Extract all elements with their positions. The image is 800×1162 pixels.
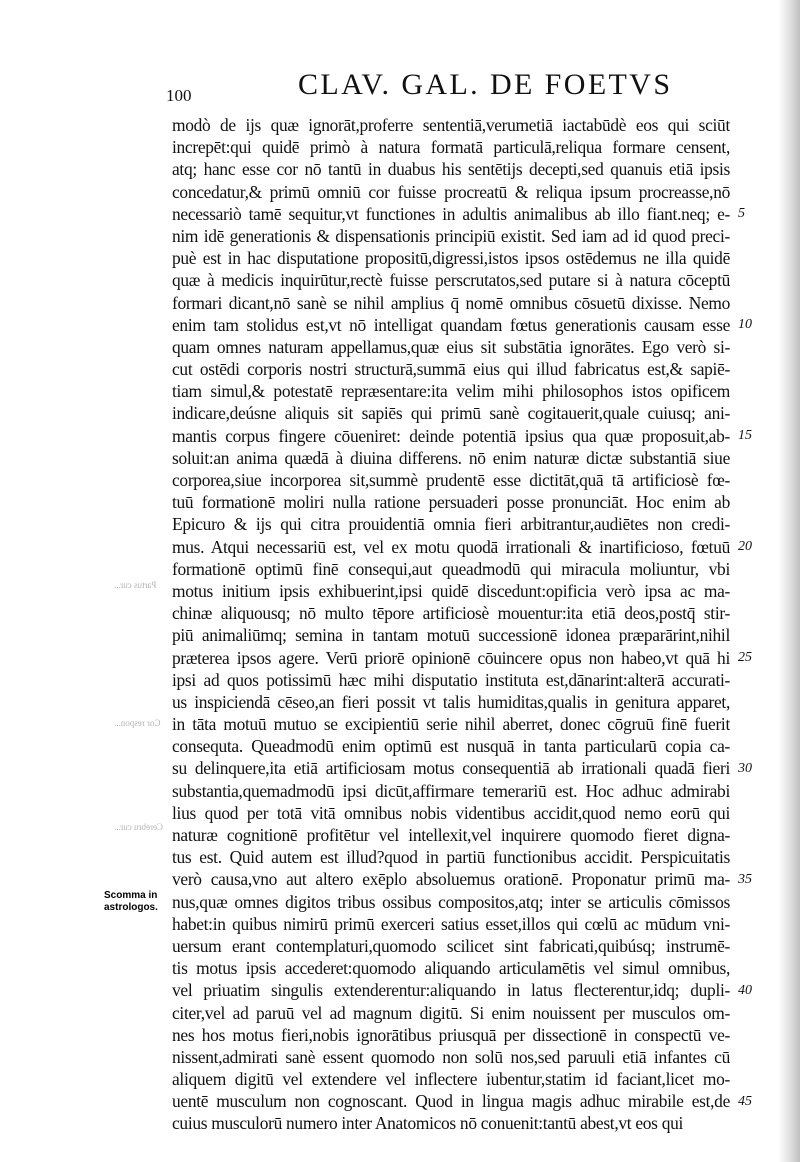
line-number: 45 [738, 1093, 752, 1109]
text-line: tis motus ipsis accederet:quomodo aliquando articulamētis vel simul omnibus, [172, 958, 730, 979]
text-line: ipsi ad quos potissimū hæc mihi disputatio instituta est,dānarint:alterā accurati- [172, 669, 730, 690]
text-line: increpēt:qui quidē primò à natura formatā particulā,reliqua formare censent, [172, 137, 730, 158]
text-line: consequta. Queadmodū enim optimū est nusquā in tanta particularū copia ca- [172, 736, 730, 757]
text-line: lius quod per totā vitā omnibus nobis videntibus accidit,quod nemo eorū qui [172, 802, 730, 823]
text-line: cuius musculorū numero inter Anatomicos nō conuenit:tantū abest,vt eos qui [172, 1113, 684, 1134]
bleed-through-note: Cor respon... [114, 718, 161, 728]
text-line: us inspiciendā cēseo,an fieri possit vt talis humiditas,qualis in genitura apparet, [172, 691, 730, 712]
text-line: tiam simul,& potestatē repræsentare:ita velim mihi philosophos istos opificem [172, 381, 730, 402]
line-number: 40 [738, 982, 752, 998]
text-line: chinæ aliquousq; nō multo tēpore artificiosè mouentur:ita etiā deos,postq̄ stir- [172, 603, 730, 624]
text-line: piū animaliūmq; semina in tantam motuū successionē idonea præparārint,nihil [172, 625, 730, 646]
margin-note: Scomma in astrologos. [104, 890, 158, 913]
bleed-through-note: Partus cur... [114, 580, 157, 590]
text-line: corporea,siue incorporea sit,summè prudentē esse dictitāt,quā tā artificiosè fœ- [172, 470, 730, 490]
text-line: substantia,quemadmodū ipsi dicūt,affirmare temerariū est. Hoc adhuc admirabi [172, 780, 730, 801]
line-number: 25 [738, 649, 752, 665]
line-number: 30 [738, 760, 752, 776]
line-number: 15 [738, 427, 752, 443]
text-line: cut ostēdi corporis nostri structurā,summā eius qui illud fabricatus est,& sapiē- [172, 359, 730, 380]
text-line: formari dicant,nō sanè se nihil amplius q̄ nomē omnibus cōsuetū dixisse. Nemo [172, 292, 730, 313]
text-line: formationē optimū finē consequi,aut queadmodū qui miracula moliuntur, vbi [172, 558, 730, 579]
text-line: quam omnes naturam appellamus,quæ eius sit substātia ignorātes. Ego verò si- [172, 336, 730, 357]
text-line: nim idē generationis & dispensationis principiū existit. Sed iam ad id quod preci- [172, 225, 730, 246]
text-line: citer,vel ad paruū vel ad magnum digitū. Si enim nouissent per musculos om- [172, 1002, 730, 1023]
line-number: 35 [738, 871, 752, 887]
page-number: 100 [166, 86, 192, 105]
running-head: CLAV. GAL. DE FOETVS [298, 68, 673, 101]
text-line: atq; hanc esse cor nō tantū in duabus his sentētijs decepti,sed quanuis etiā ipsis [172, 159, 730, 180]
text-line: Epicuro & ijs qui citra prouidentiā omnia fieri arbitrantur,audiētes non credi- [172, 514, 730, 535]
bleed-through-note: Cerebru cur... [114, 822, 163, 832]
text-line: nus,quæ omnes digitos tribus ossibus compositos,atq; inter se articulis cōmissos [172, 891, 730, 912]
text-line: indicare,deúsne aliquis sit sapiēs qui primū sanè cogitauerit,quale cuiusq; ani- [172, 403, 730, 424]
text-line: præterea ipsos agere. Verū priorē opinionē cōuincere opus non habeo,vt quā hi [172, 647, 730, 668]
line-number: 5 [738, 205, 745, 221]
line-number: 20 [738, 538, 752, 554]
text-body [172, 114, 730, 1135]
text-line: tuū formationē moliri nulla ratione persuaderi posse pronunciāt. Hoc enim ab [172, 492, 730, 513]
text-line: necessariò tamē sequitur,vt functiones in adultis animalibus ab illo fiant.neq; e- [172, 203, 730, 224]
text-line: in tāta motuū mutuo se excipientiū serie nihil aberret, donec cōgruū finē fuerit [172, 714, 730, 735]
text-line: tus est. Quid autem est illud?quod in partiū functionibus accidit. Perspicuitatis [172, 847, 730, 868]
text-line: enim tam stolidus est,vt nō intelligat quandam fœtus generationis causam esse [172, 314, 730, 335]
text-line: vel priuatim singulis extenderentur:aliquando in latus flecterentur,idq; dupli- [172, 980, 730, 1001]
text-line: nissent,admirati sanè essent quomodo non solū nos,sed paruuli etiā infantes cū [172, 1046, 730, 1067]
text-line: motus initium ipsis exhibuerint,ipsi quidē discedunt:opificia verò ipsa ac ma- [172, 580, 730, 601]
text-line: verò causa,vno aut altero exēplo absoluemus orationē. Proponatur primū ma- [172, 869, 730, 890]
text-line: habet:in quibus nimirū primū exerceri satius esset,illos qui cœlū ac mūdum vni- [172, 913, 730, 934]
text-line: puè est in hac disputatione propositū,digressi,istos ipsos ostēdemus ne illa quidē [172, 248, 730, 269]
text-line: soluit:an anima quædā à diuina differens. nō enim naturæ dictæ substantiā siue [172, 447, 730, 468]
text-line: uentē musculum non cognoscant. Quod in lingua magis adhuc mirabile est,de [172, 1091, 730, 1112]
text-line: concedatur,& primū omniū cor fuisse procreatū & reliqua ipsum procreasse,nō [172, 181, 730, 202]
text-line: su delinquere,ita etiā artificiosam motus consequentiā ab irrationali quadā fieri [172, 758, 730, 779]
text-line: nes hos motus fieri,nobis ignorātibus priusquā per dissectionē in conspectū ve- [172, 1024, 730, 1045]
text-line: uersum erant contemplaturi,quomodo scilicet sint fabricati,quibúsq; instrumē- [172, 935, 730, 956]
text-line: quæ à medicis inquirūtur,rectè fuisse perscrutatos,sed putare si à natura cōceptū [172, 270, 730, 291]
text-line: aliquem digitū vel extendere vel inflectere iubentur,statim id faciant,licet mo- [172, 1069, 730, 1090]
text-line: mantis corpus fingere cōueniret: deinde potentiā ipsius qua quæ proposuit,ab- [172, 425, 730, 446]
text-line: modò de ijs quæ ignorāt,proferre sententiā,verumetiā iactabūdè eos qui sciūt [172, 115, 730, 135]
line-number: 10 [738, 316, 752, 332]
text-line: naturæ cognitionē profitētur vel intellexit,vel inquirere quomodo fieret digna- [172, 825, 730, 845]
text-line: mus. Atqui necessariū est, vel ex motu quodā irrationali & inartificioso, fœtuū [172, 536, 730, 557]
page-edge-shadow [778, 0, 800, 1162]
